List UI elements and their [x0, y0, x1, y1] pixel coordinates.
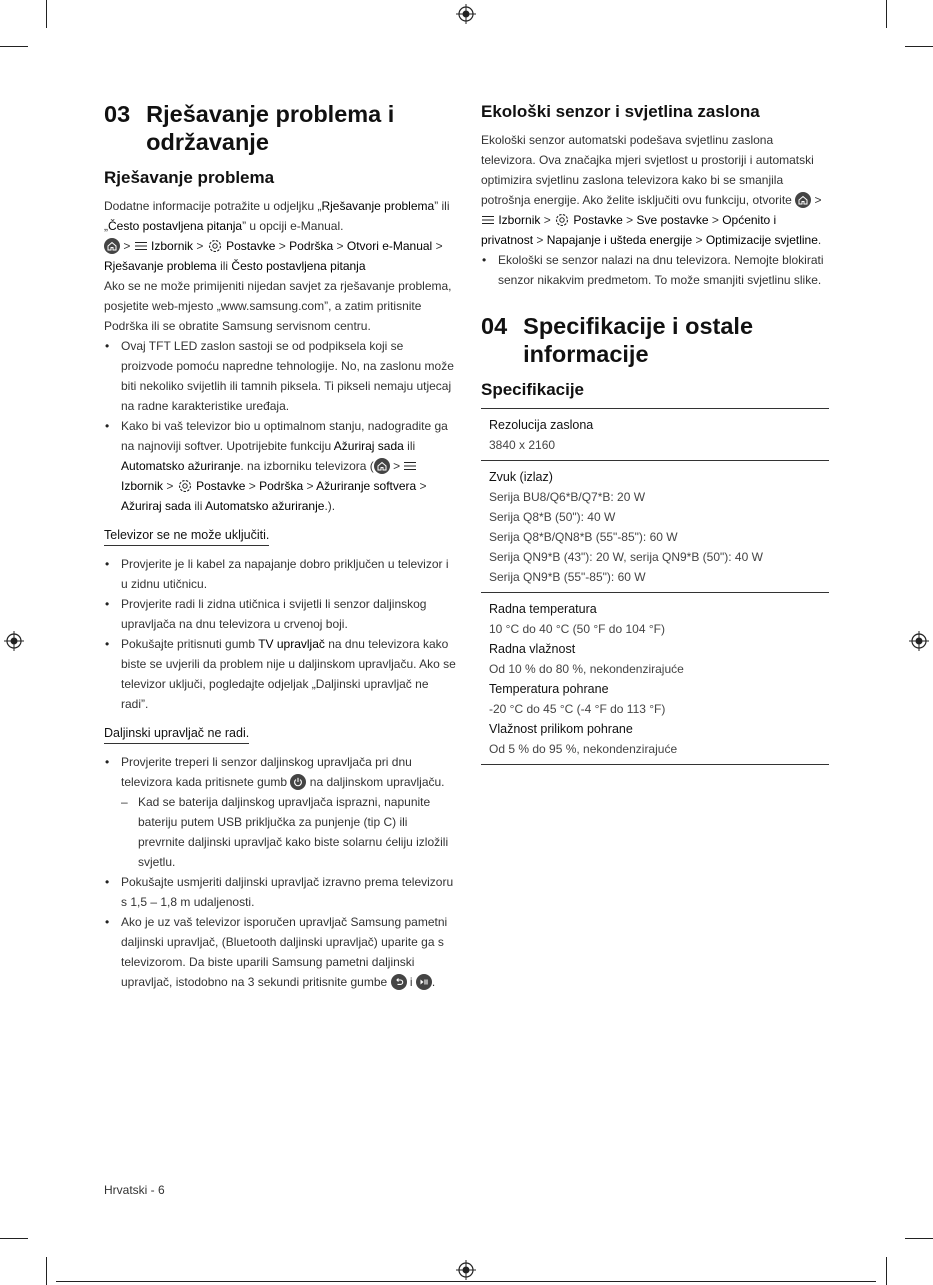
crop-mark	[0, 1238, 28, 1239]
trim-line	[56, 1281, 876, 1282]
table-row	[481, 409, 829, 461]
spec-label: Temperatura pohrane	[489, 682, 609, 696]
menu-path: > Izbornik > Postavke > Podrška > Otvori e-Manual > Rješavanje problema ili Često postavljena pitanja	[104, 239, 443, 273]
settings-gear-icon	[177, 478, 193, 494]
registration-mark-icon	[456, 1260, 476, 1280]
table-row	[481, 593, 829, 765]
crop-mark	[886, 0, 887, 28]
tv-troubleshoot-list	[104, 554, 456, 714]
power-icon	[290, 774, 306, 790]
registration-mark-icon	[4, 631, 24, 651]
spec-value: 10 °C do 40 °C (50 °F do 104 °F)	[489, 622, 665, 636]
crop-mark	[886, 1257, 887, 1285]
list-item: • Provjerite treperi li senzor daljinskog upravljača pri dnu televizora kada pritisnete gumb na daljinskom upravljaču. – Kad se baterija daljinskog upravljača isprazni, napunite bateriju putem USB priključka za punjenje (tip C) ili prevrnite daljinski upravljač kako biste solarnu ćeliju izložili svjetlu.	[104, 752, 456, 872]
table-cell	[481, 409, 829, 461]
home-icon	[104, 238, 120, 254]
spec-value: Serija BU8/Q6*B/Q7*B: 20 W	[489, 490, 646, 504]
menu-icon	[134, 241, 148, 251]
spec-value: Od 5 % do 95 %, nekondenzirajuće	[489, 742, 678, 756]
spec-value: Od 10 % do 80 %, nekondenzirajuće	[489, 662, 684, 676]
right-column	[481, 100, 829, 765]
list-item: – Kad se baterija daljinskog upravljača isprazni, napunite bateriju putem USB priključka za punjenje (tip C) ili prevrnite daljinski upravljač kako biste solarnu ćeliju izložili svjetlu.	[121, 792, 456, 872]
settings-gear-icon	[207, 238, 223, 254]
crop-mark	[905, 1238, 933, 1239]
menu-icon	[403, 461, 417, 471]
tips-list	[104, 336, 456, 516]
spec-value: Serija Q8*B/QN8*B (55"-85"): 60 W	[489, 530, 678, 544]
settings-gear-icon	[554, 212, 570, 228]
back-icon	[391, 974, 407, 990]
intro-paragraph: Dodatne informacije potražite u odjeljku „Rješavanje problema” ili „Često postavljena pitanja” u opciji e-Manual.	[104, 199, 450, 233]
crop-mark	[0, 46, 28, 47]
section-03-heading	[104, 100, 456, 156]
spec-label: Zvuk (izlaz)	[489, 470, 553, 484]
crop-mark	[46, 0, 47, 28]
support-paragraph: Ako se ne može primijeniti nijedan savjet za rješavanje problema, posjetite web-mjesto „www.samsung.com”, a zatim pritisnite Podrška ili se obratite Samsung servisnom centru.	[104, 279, 452, 333]
section-number: 03	[104, 101, 131, 127]
list-item: • Provjerite je li kabel za napajanje dobro priključen u televizor i u zidnu utičnicu.	[104, 554, 456, 594]
remote-not-working-heading: Daljinski upravljač ne radi.	[104, 724, 249, 744]
left-column	[104, 100, 456, 992]
spec-value: -20 °C do 45 °C (-4 °F do 113 °F)	[489, 702, 666, 716]
page-footer: Hrvatski - 6	[104, 1183, 165, 1197]
list-item: • Pokušajte usmjeriti daljinski upravljač izravno prema televizoru s 1,5 – 1,8 m udaljenosti.	[104, 872, 456, 912]
spec-value: Serija QN9*B (55"-85"): 60 W	[489, 570, 646, 584]
subsection-title: Specifikacije	[481, 380, 585, 399]
play-pause-icon	[416, 974, 432, 990]
list-item: • Pokušajte pritisnuti gumb TV upravljač na dnu televizora kako biste se uvjerili da problem nije u daljinskom upravljaču. Ako se televizor uključi, pogledajte odjeljak „Daljinski upravljač ne radi”.	[104, 634, 456, 714]
section-title: Rješavanje problema i održavanje	[146, 101, 395, 155]
list-item: • Ako je uz vaš televizor isporučen upravljač Samsung pametni daljinski upravljač, (Bluetooth daljinski upravljač) uparite ga s televizorom. Da biste uparili Samsung pametni daljinski upravljač, istodobno na 3 sekundi pritisnite gumbe i .	[104, 912, 456, 992]
list-item: • Ekološki se senzor nalazi na dnu televizora. Nemojte blokirati senzor nikakvim predmetom. To može smanjiti svjetlinu slike.	[481, 250, 829, 290]
eco-sensor-title: Ekološki senzor i svjetlina zaslona	[481, 102, 760, 121]
remote-troubleshoot-list	[104, 752, 456, 992]
home-icon	[795, 192, 811, 208]
list-item: • Ovaj TFT LED zaslon sastoji se od podpiksela koji se proizvode pomoću napredne tehnologije. No, na zaslonu može biti nekoliko svijetlih ili tamnih piksela. Ti pikseli nemaju utjecaj na radne karakteristike uređaja.	[104, 336, 456, 416]
list-item: • Kako bi vaš televizor bio u optimalnom stanju, nadogradite ga na najnoviji softver. Upotrijebite funkciju Ažuriraj sada ili Automatsko ažuriranje. na izborniku televizora ( > Izbornik > Postavke > Podrška > Ažuriranje softvera > Ažuriraj sada ili Automatsko ažuriranje.).	[104, 416, 456, 516]
tv-wont-turn-on-heading: Televizor se ne može uključiti.	[104, 526, 269, 546]
subsection-title: Rješavanje problema	[104, 168, 275, 187]
list-item: • Provjerite radi li zidna utičnica i svijetli li senzor daljinskog upravljača na dnu televizora u crvenoj boji.	[104, 594, 456, 634]
eco-sensor-paragraph: Ekološki senzor automatski podešava svjetlinu zaslona televizora. Ova značajka mjeri svjetlost u prostoriji i automatski optimizira svjetlinu zaslona televizora kako bi se smanjila potrošnja energije. Ako želite isključiti ovu funkciju, otvorite > Izbornik > Postavke > Sve postavke > Općenito i privatnost > Napajanje i ušteda energije > Optimizacije svjetline.	[481, 133, 822, 247]
remote-sublist	[121, 792, 456, 872]
crop-mark	[46, 1257, 47, 1285]
registration-mark-icon	[909, 631, 929, 651]
spec-value: Serija QN9*B (43"): 20 W, serija QN9*B (50"): 40 W	[489, 550, 763, 564]
spec-label: Radna temperatura	[489, 602, 597, 616]
table-cell	[481, 593, 829, 765]
eco-sensor-notes	[481, 250, 829, 290]
registration-mark-icon	[456, 4, 476, 24]
crop-mark	[905, 46, 933, 47]
spec-label: Rezolucija zaslona	[489, 418, 594, 432]
spec-value: 3840 x 2160	[489, 438, 556, 452]
spec-label: Vlažnost prilikom pohrane	[489, 722, 633, 736]
specifications-table	[481, 408, 829, 765]
spec-label: Radna vlažnost	[489, 642, 576, 656]
menu-icon	[481, 215, 495, 225]
table-cell	[481, 461, 829, 593]
section-04-heading	[481, 312, 829, 368]
section-number: 04	[481, 313, 508, 339]
home-icon	[374, 458, 390, 474]
section-title: Specifikacije i ostale informacije	[523, 313, 754, 367]
spec-value: Serija Q8*B (50"): 40 W	[489, 510, 616, 524]
table-row	[481, 461, 829, 593]
